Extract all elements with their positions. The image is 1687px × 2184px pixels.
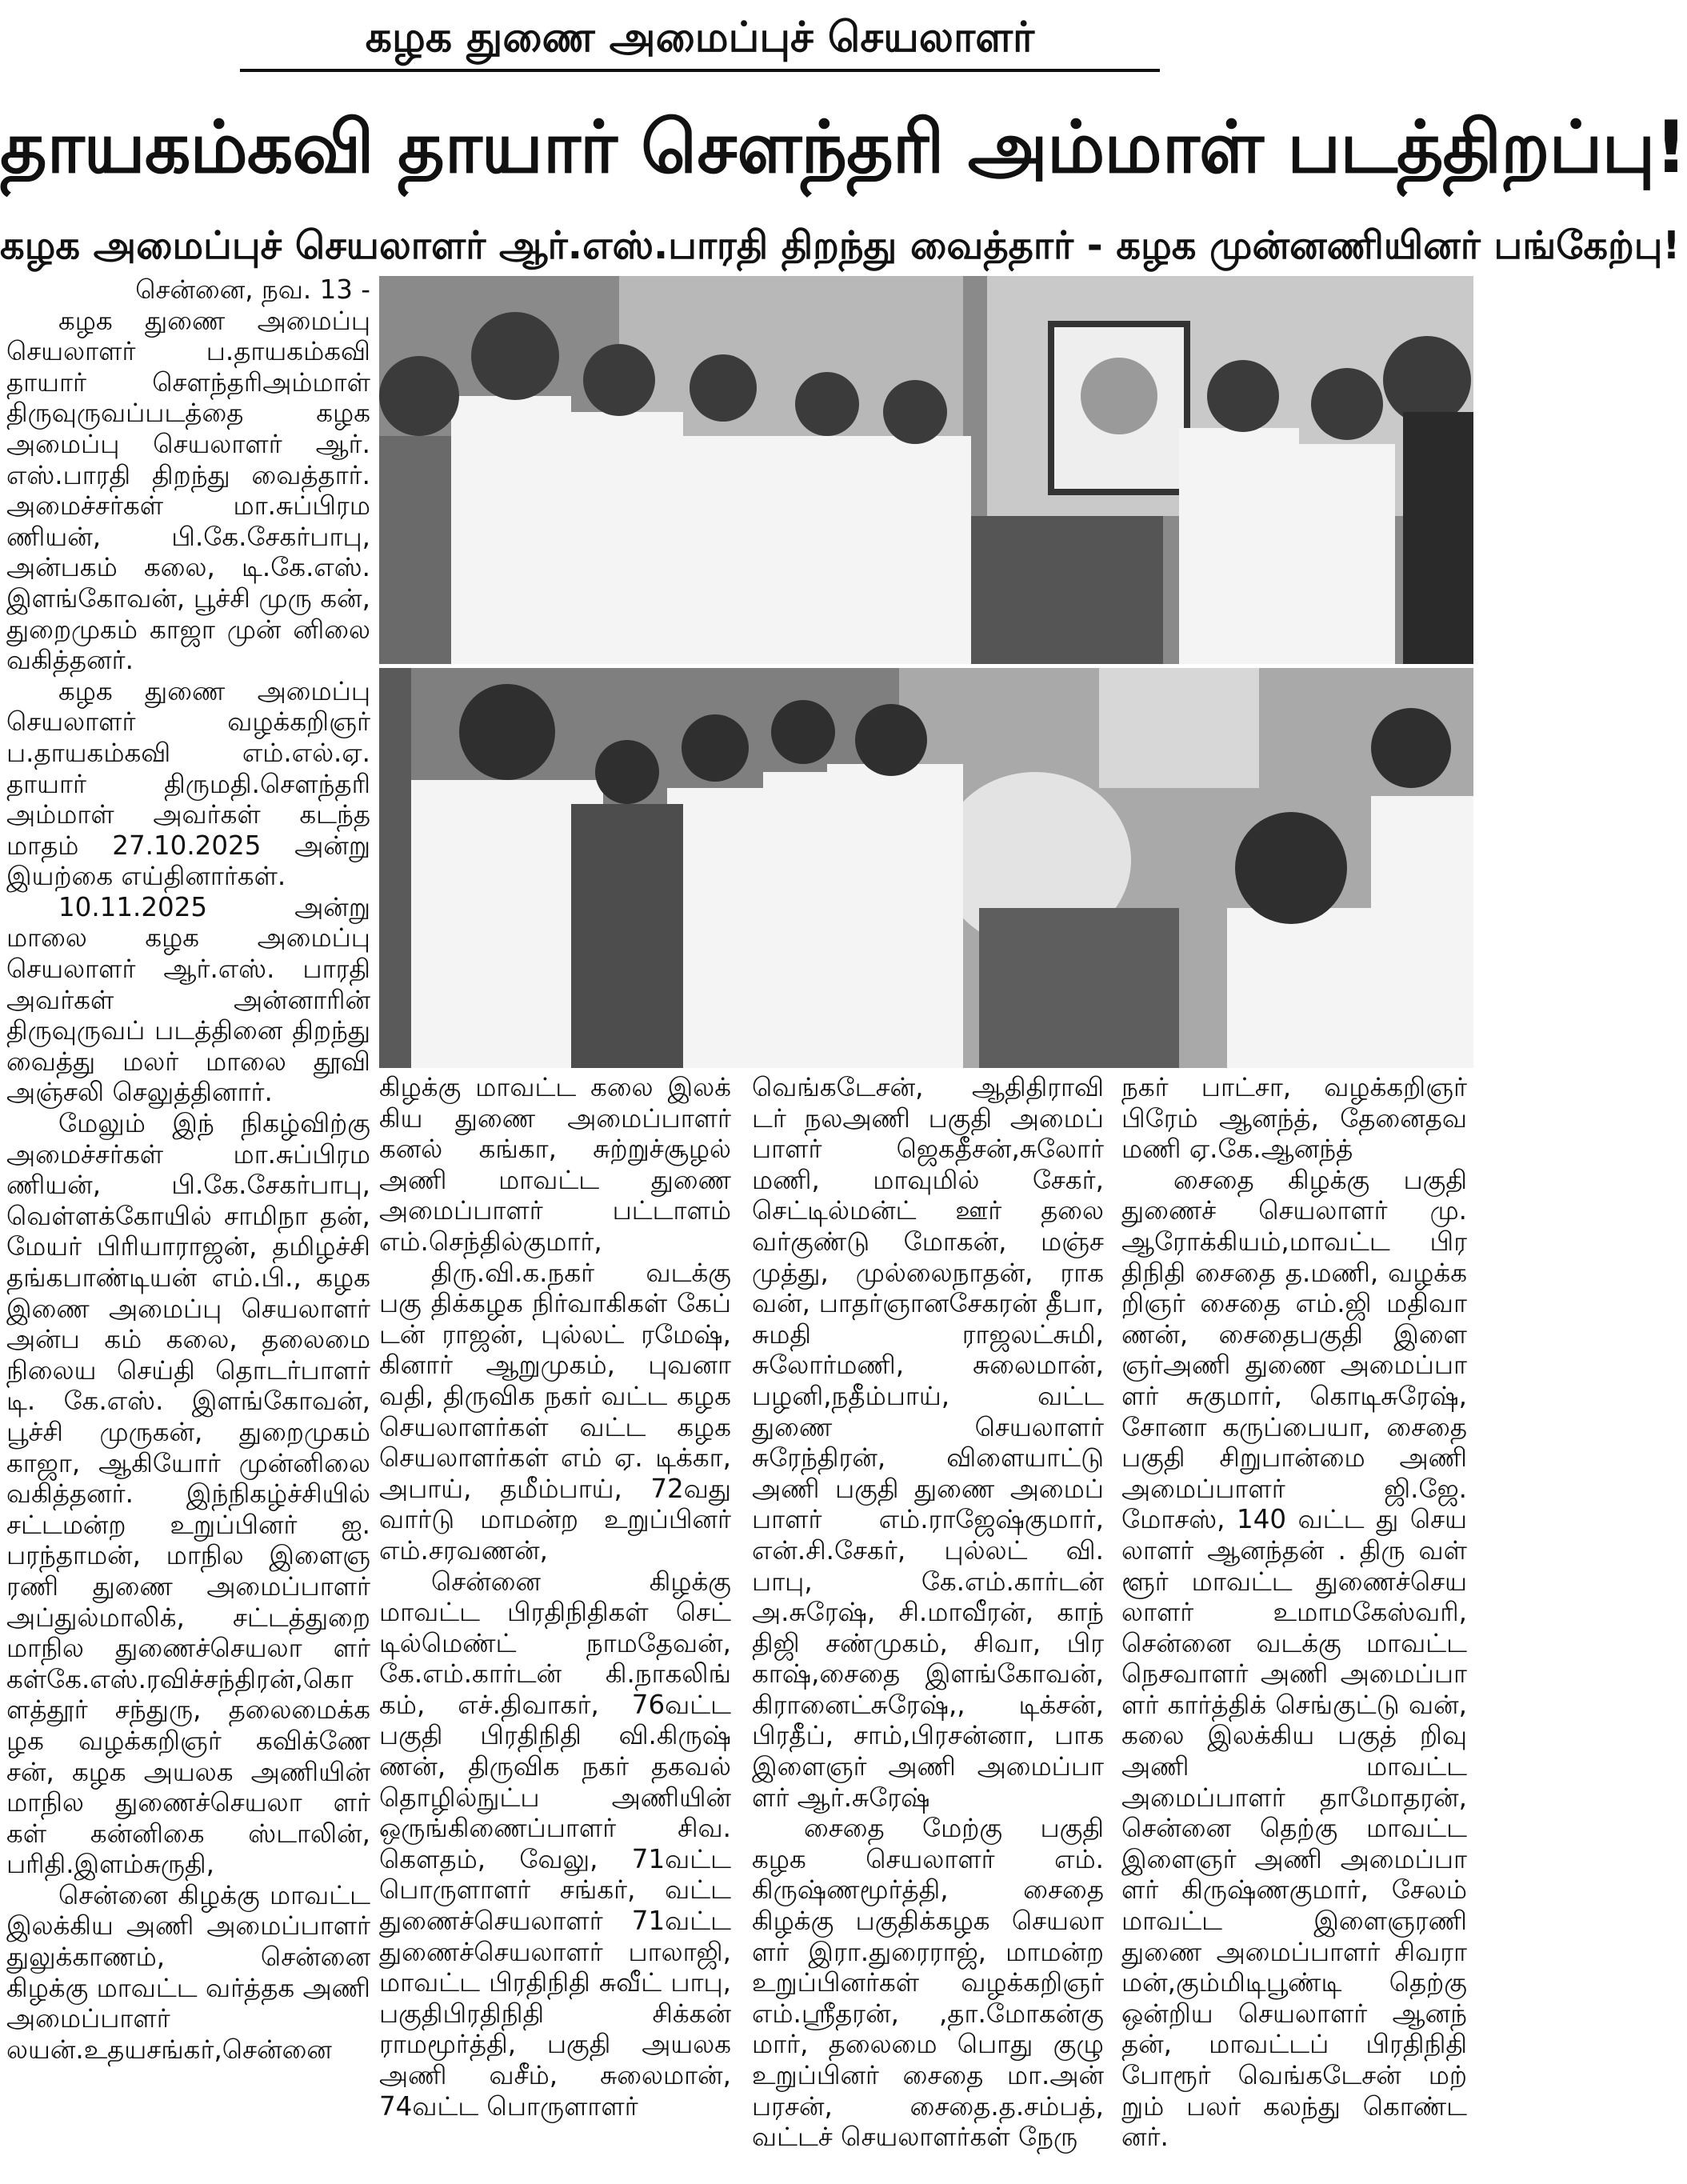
paragraph: சென்னை கிழக்கு மாவட்ட இலக்கிய அணி அமைப்பாளர் துலுக்காணம், சென்னை கிழக்கு மாவட்ட வர்த்தக அணி அமைப்பாளர் லயன்.உதயசங்கர்,சென்னை <box>6 1879 370 2065</box>
paragraph: கிழக்கு மாவட்ட கலை இலக் கிய துணை அமைப்பாளர் கனல் கங்கா, சுற்றுச்சூழல் அணி மாவட்ட துணை அமைப்பாளர் பட்டாளம் எம்.செந்தில்குமார், <box>379 1072 731 1257</box>
kicker-title: கழக துணை அமைப்புச் செயலாளர் <box>240 6 1160 72</box>
paragraph: மேலும் இந் நிகழ்விற்கு அமைச்சர்கள் மா.சுப்பிரம ணியன், பி.கே.சேகர்பாபு, வெள்ளக்கோயில் சாமிநா தன், மேயர் பிரியாராஜன், தமிழச்சி தங்கபாண்டியன் எம்.பி., கழக இணை அமைப்பு செயலாளர் அன்ப கம் கலை, தலைமை நிலைய செய்தி தொடர்பாளர் டி. கே.எஸ். இளங்கோவன், பூச்சி முருகன், துறைமுகம் காஜா, ஆகியோர் முன்னிலை வகித்தனர். இந்நிகழ்ச்சியில் சட்டமன்ற உறுப்பினர் ஐ. பரந்தாமன், மாநில இளைஞ ரணி துணை அமைப்பாளர் அப்துல்மாலிக், சட்டத்துறை மாநில துணைச்செயலா ளர் கள்கே.எஸ்.ரவிச்சந்திரன்,கொ ளத்தூர் சந்துரு, தலைமைக்க ழக வழக்கறிஞர் கவிக்ணே சன், கழக அயலக அணியின் மாநில துணைச்செயலா ளர் கள் கன்னிகை ஸ்டாலின், பரிதி.இளம்சுருதி, <box>6 1108 370 1880</box>
paragraph: வெங்கடேசன், ஆதிதிராவி டர் நலஅணி பகுதி அமைப் பாளர் ஜெகதீசன்,சுலோர் மணி, மாவுமில் சேகர், செட்டில்மன்ட் ஊர் தலை வர்குண்டு மோகன், மஞ்ச முத்து, முல்லைநாதன், ராக வன், பாதர்ஞானசேகரன் தீபா, சுமதி ராஜலட்சுமி, சுலோர்மணி, சுலைமான், பழனி,நதீம்பாய், வட்ட துணை செயலாளர் சுரேந்திரன், விளையாட்டு அணி பகுதி துணை அமைப் பாளர் எம்.ராஜேஷ்குமார், என்.சி.சேகர், புல்லட் வி. பாபு, கே.எம்.கார்டன் அ.சுரேஷ், சி.மாவீரன், காந் திஜி சண்முகம், சிவா, பிர காஷ்,சைதை இளங்கோவன், கிரானைட்சுரேஷ்,, டிக்சன், பிரதீப், சாம்,பிரசன்னா, பாக இளைஞர் அணி அமைப்பா ளர் ஆர்.சுரேஷ் <box>752 1072 1104 1813</box>
paragraph: கழக துணை அமைப்பு செயலாளர் ப.தாயகம்கவி தாயார் சௌந்தரிஅம்மாள் திருவுருவப்படத்தை கழக அமைப்பு செயலாளர் ஆர். எஸ்.பாரதி திறந்து வைத்தார். அமைச்சர்கள் மா.சுப்பிரம ணியன், பி.கே.சேகர்பாபு, அன்பகம் கலை, டி.கே.எஸ். இளங்கோவன், பூச்சி முரு கன், துறைமுகம் காஜா முன் னிலை வகித்தனர். <box>6 305 370 676</box>
paragraph: சென்னை கிழக்கு மாவட்ட பிரதிநிதிகள் செட் டில்மெண்ட் நாமதேவன், கே.எம்.கார்டன் கி.நாகலிங் கம், எச்.திவாகர், 76வட்ட பகுதி பிரதிநிதி வி.கிருஷ் ணன், திருவிக நகர் தகவல் தொழில்நுட்ப அணியின் ஒருங்கிணைப்பாளர் சிவ. கௌதம், வேலு, 71வட்ட பொருளாளர் சங்கர், வட்ட துணைச்செயலாளர் 71வட்ட துணைச்செயலாளர் பாலாஜி, மாவட்ட பிரதிநிதி சுவீட் பாபு, பகுதிபிரதிநிதி சிக்கன் ராமமூர்த்தி, பகுதி அயலக அணி வசீம், சுலைமான், 74வட்ட பொருளாளர் <box>379 1566 731 2122</box>
dateline: சென்னை, நவ. 13 - <box>135 274 370 305</box>
article-column-2 <box>379 1072 731 2184</box>
article-column-4 <box>1121 1072 1467 2184</box>
paragraph: கழக துணை அமைப்பு செயலாளர் வழக்கறிஞர் ப.தாயகம்கவி எம்.எல்.ஏ. தாயார் திருமதி.சௌந்தரி அம்மாள் அவர்கள் கடந்த மாதம் 27.10.2025 அன்று இயற்கை எய்தினார்கள். <box>6 675 370 892</box>
photo-portrait-unveiling <box>379 276 1473 664</box>
article-column-1 <box>6 274 370 2184</box>
paragraph: 10.11.2025 அன்று மாலை கழக அமைப்பு செயலாளர் ஆர்.எஸ். பாரதி அவர்கள் அன்னாரின் திருவுருவப் படத்தினை திறந்து வைத்து மலர் மாலை தூவி அஞ்சலி செலுத்தினார். <box>6 891 370 1108</box>
paragraph: திரு.வி.க.நகர் வடக்கு பகு திக்கழக நிர்வாகிகள் கேப் டன் ராஜன், புல்லட் ரமேஷ், கினார் ஆறுமுகம், புவனா வதி, திருவிக நகர் வட்ட கழக செயலாளர்கள் வட்ட கழக செயலாளர்கள் எம் ஏ. டிக்கா, அபாய், தமீம்பாய், 72வது வார்டு மாமன்ற உறுப்பினர் எம்.சரவணன், <box>379 1257 731 1566</box>
paragraph: சைதை கிழக்கு பகுதி துணைச் செயலாளர் மு. ஆரோக்கியம்,மாவட்ட பிர திநிதி சைதை த.மணி, வழக்க றிஞர் சைதை எம்.ஜி மதிவா ணன், சைதைபகுதி இளை ஞர்அணி துணை அமைப்பா ளர் சுகுமார், கொடிசுரேஷ், சோனா கருப்பையா, சைதை பகுதி சிறுபான்மை அணி அமைப்பாளர் ஜி.ஜே. மோசஸ், 140 வட்ட து செய லாளர் ஆனந்தன் . திரு வள் ளூர் மாவட்ட துணைச்செய லாளர் உமாமகேஸ்வரி, சென்னை வடக்கு மாவட்ட நெசவாளர் அணி அமைப்பா ளர் கார்த்திக் செங்குட்டு வன், கலை இலக்கிய பகுத் றிவு அணி மாவட்ட அமைப்பாளர் தாமோதரன், சென்னை தெற்கு மாவட்ட இளைஞர் அணி அமைப்பா ளர் கிருஷ்ணகுமார், சேலம் மாவட்ட இளைஞரணி துணை அமைப்பாளர் சிவரா மன்,கும்மிடிபூண்டி தெற்கு ஒன்றிய செயலாளர் ஆனந் தன், மாவட்டப் பிரதிநிதி போரூர் வெங்கடேசன் மற் றும் பலர் கலந்து கொண்ட னர். <box>1121 1164 1467 2153</box>
photo-tribute-attendees <box>379 668 1473 1068</box>
headline: தாயகம்கவி தாயார் சௌந்தரி அம்மாள் படத்திறப்பு! <box>0 106 1687 190</box>
paragraph: நகர் பாட்சா, வழக்கறிஞர் பிரேம் ஆனந்த், தேனைதவ மணி ஏ.கே.ஆனந்த் <box>1121 1072 1467 1165</box>
article-column-3 <box>752 1072 1104 2184</box>
paragraph: சைதை மேற்கு பகுதி கழக செயலாளர் எம். கிருஷ்ணமூர்த்தி, சைதை கிழக்கு பகுதிக்கழக செயலா ளர் இரா.துரைராஜ், மாமன்ற உறுப்பினர்கள் வழக்கறிஞர் எம்.ஸ்ரீதரன், ,தா.மோகன்கு மார், தலைமை பொது குழு உறுப்பினர் சைதை மா.அன் பரசன், சைதை.த.சம்பத், வட்டச் செயலாளர்கள் நேரு <box>752 1813 1104 2153</box>
subheadline: கழக அமைப்புச் செயலாளர் ஆர்.எஸ்.பாரதி திறந்து வைத்தார் - கழக முன்னணியினர் பங்கேற்பு! <box>0 223 1681 268</box>
